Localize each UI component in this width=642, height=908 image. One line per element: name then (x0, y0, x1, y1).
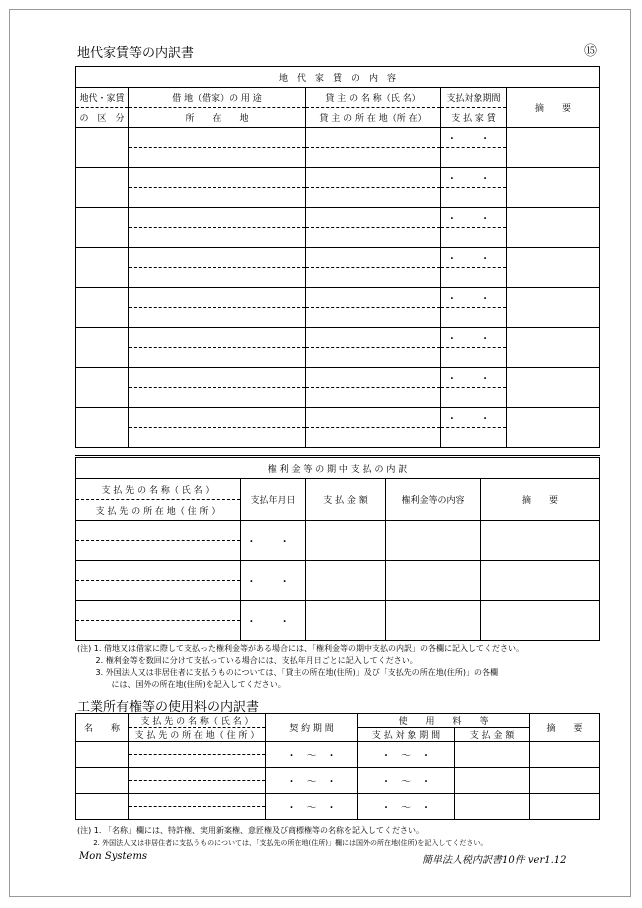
period-tilde: ・ ～ ・ (286, 751, 337, 762)
key-money-table (75, 455, 600, 641)
header-taisho: 支 払 対 象 期 間 (358, 728, 455, 742)
roy-name-cell[interactable] (129, 794, 266, 807)
roy-meisho-cell[interactable] (76, 742, 129, 768)
rent-tekiyo-cell[interactable] (507, 328, 600, 368)
rent-yachin-cell[interactable] (441, 348, 507, 368)
rent-kashinushi-name-cell[interactable] (306, 288, 441, 308)
rent-period-cell[interactable] (441, 208, 507, 228)
rent-yachin-cell[interactable] (441, 428, 507, 448)
period-dots: ・ ・ (446, 294, 501, 305)
period-tilde: ・ ～ ・ (286, 777, 337, 788)
rent-yachin-cell[interactable] (441, 148, 507, 168)
rent-youto-cell[interactable] (129, 168, 306, 188)
rent-shozaichi-cell[interactable] (129, 268, 306, 288)
rent-kashinushi-name-cell[interactable] (306, 408, 441, 428)
header-shiyoryo: 使 用 料 等 (358, 714, 530, 728)
period-dots: ・ ・ (446, 334, 501, 345)
header-pay-date: 支払年月日 (241, 479, 306, 521)
roy-addr-cell[interactable] (129, 781, 266, 794)
km-addr-cell[interactable] (76, 541, 241, 561)
rent-kubun-cell[interactable] (76, 128, 129, 168)
roy-kingaku-cell[interactable] (455, 768, 530, 794)
rent-yachin-cell[interactable] (441, 188, 507, 208)
rent-youto-cell[interactable] (129, 208, 306, 228)
period-dots: ・ ・ (446, 134, 501, 145)
km-amount-cell[interactable] (306, 561, 386, 601)
rent-tekiyo-cell[interactable] (507, 408, 600, 448)
roy-keiyaku-cell[interactable] (266, 794, 358, 820)
header-meisho: 名 称 (76, 714, 129, 742)
roy-keiyaku-cell[interactable] (266, 742, 358, 768)
rent-kubun-cell[interactable] (76, 248, 129, 288)
rent-kashinushi-addr-cell[interactable] (306, 188, 441, 208)
note-line: 2. 権利金等を数回に分けて支払っている場合には、支払年月日ごとに記入してください。 (77, 656, 418, 665)
header-shozaichi: 所 在 地 (129, 108, 306, 128)
km-content-cell[interactable] (386, 601, 481, 641)
rent-kubun-cell[interactable] (76, 168, 129, 208)
rent-kashinushi-addr-cell[interactable] (306, 148, 441, 168)
rent-shozaichi-cell[interactable] (129, 428, 306, 448)
period-dots: ・ ・ (446, 254, 501, 265)
roy-meisho-cell[interactable] (76, 794, 129, 820)
km-tekiyo-cell[interactable] (481, 521, 600, 561)
header-kashinushi-name: 貸 主 の 名 称（氏 名） (306, 88, 441, 108)
period-tilde: ・ ～ ・ (381, 751, 431, 762)
rent-period-cell[interactable] (441, 408, 507, 428)
roy-kingaku-cell[interactable] (455, 794, 530, 820)
period-tilde: ・ ～ ・ (381, 803, 431, 814)
rent-tekiyo-cell[interactable] (507, 368, 600, 408)
header-kikan: 支払対象期間 (441, 88, 507, 108)
period-tilde: ・ ～ ・ (381, 777, 431, 788)
roy-taisho-cell[interactable] (358, 794, 455, 820)
rent-shozaichi-cell[interactable] (129, 228, 306, 248)
rent-youto-cell[interactable] (129, 328, 306, 348)
rent-banner: 地 代 家 賃 の 内 容 (76, 67, 600, 88)
rent-period-cell[interactable] (441, 168, 507, 188)
footer-right: 簡単法人税内訳書10件 ver1.12 (422, 855, 567, 866)
rent-youto-cell[interactable] (129, 128, 306, 148)
rent-kashinushi-addr-cell[interactable] (306, 428, 441, 448)
roy-addr-cell[interactable] (129, 755, 266, 768)
rent-youto-cell[interactable] (129, 408, 306, 428)
rent-youto-cell[interactable] (129, 288, 306, 308)
rent-tekiyo-cell[interactable] (507, 288, 600, 328)
rent-youto-cell[interactable] (129, 248, 306, 268)
royalty-table (75, 713, 600, 820)
roy-taisho-cell[interactable] (358, 742, 455, 768)
royalty-notes (77, 825, 487, 849)
km-date-cell[interactable] (241, 521, 306, 561)
km-tekiyo-cell[interactable] (481, 561, 600, 601)
note-line: (注) 1. 「名称」欄には、特許権、実用新案権、意匠権及び商標権等の名称を記入してください。 (77, 826, 424, 835)
note-line: 2. 外国法人又は非居住者に支払うものについては、「支払先の所在地(住所)」欄には国外の所在地(住所)を記入してください。 (77, 839, 488, 847)
rent-kubun-cell[interactable] (76, 288, 129, 328)
rent-shozaichi-cell[interactable] (129, 388, 306, 408)
page-number: ⑮ (584, 44, 598, 59)
header-tekiyo-3: 摘 要 (530, 714, 600, 742)
rent-kashinushi-name-cell[interactable] (306, 248, 441, 268)
rent-kashinushi-name-cell[interactable] (306, 208, 441, 228)
rent-kashinushi-name-cell[interactable] (306, 328, 441, 348)
rent-period-cell[interactable] (441, 328, 507, 348)
rent-period-cell[interactable] (441, 288, 507, 308)
header-tekiyo-2: 摘 要 (481, 479, 600, 521)
header-r-name: 支 払 先 の 名 称（ 氏 名 ） (129, 714, 266, 728)
rent-yachin-cell[interactable] (441, 228, 507, 248)
km-content-cell[interactable] (386, 521, 481, 561)
rent-kubun-cell[interactable] (76, 408, 129, 448)
footer-left: Mon Systems (79, 851, 148, 862)
key-money-banner: 権 利 金 等 の 期 中 支 払 の 内 訳 (76, 457, 600, 479)
km-amount-cell[interactable] (306, 601, 386, 641)
roy-name-cell[interactable] (129, 768, 266, 781)
header-kubun-2: の 区 分 (76, 108, 129, 128)
section1-title: 地代家賃等の内訳書 (77, 46, 195, 61)
period-dots: ・ ・ (446, 214, 501, 225)
km-name-cell[interactable] (76, 561, 241, 581)
rent-kashinushi-name-cell[interactable] (306, 128, 441, 148)
header-payee-name: 支 払 先 の 名 称（ 氏 名 ） (76, 479, 241, 500)
rent-kashinushi-addr-cell[interactable] (306, 268, 441, 288)
roy-meisho-cell[interactable] (76, 768, 129, 794)
rent-shozaichi-cell[interactable] (129, 188, 306, 208)
note-line: (注) 1. 借地又は借家に際して支払った権利金等がある場合には、「権利金等の期中支払の内訳」の各欄に記入してください。 (77, 644, 524, 653)
note-line: 3. 外国法人又は非居住者に支払うものについては、「貸主の所在地(住所)」及び「支払先の所在地(住所)」の各欄 (77, 668, 499, 677)
rent-period-cell[interactable] (441, 128, 507, 148)
header-kubun-1: 地代・家賃 (76, 88, 129, 108)
period-dots: ・ ・ (446, 374, 501, 385)
rent-period-cell[interactable] (441, 368, 507, 388)
date-dots: ・ ・ (246, 577, 300, 588)
rent-tekiyo-cell[interactable] (507, 128, 600, 168)
period-dots: ・ ・ (446, 414, 501, 425)
km-name-cell[interactable] (76, 601, 241, 621)
km-amount-cell[interactable] (306, 521, 386, 561)
roy-tekiyo-cell[interactable] (530, 768, 600, 794)
section3-title: 工業所有権等の使用料の内訳書 (77, 700, 260, 715)
header-kashinushi-addr: 貸 主 の 所 在 地（所 在） (306, 108, 441, 128)
roy-addr-cell[interactable] (129, 807, 266, 820)
rent-period-cell[interactable] (441, 248, 507, 268)
rent-tekiyo-cell[interactable] (507, 248, 600, 288)
roy-name-cell[interactable] (129, 742, 266, 755)
date-dots: ・ ・ (246, 537, 300, 548)
roy-taisho-cell[interactable] (358, 768, 455, 794)
header-kingaku: 支 払 金 額 (455, 728, 530, 742)
roy-kingaku-cell[interactable] (455, 742, 530, 768)
roy-keiyaku-cell[interactable] (266, 768, 358, 794)
period-dots: ・ ・ (446, 174, 501, 185)
km-tekiyo-cell[interactable] (481, 601, 600, 641)
rent-kashinushi-name-cell[interactable] (306, 168, 441, 188)
km-date-cell[interactable] (241, 561, 306, 601)
rent-shozaichi-cell[interactable] (129, 148, 306, 168)
rent-tekiyo-cell[interactable] (507, 168, 600, 208)
header-yachin: 支 払 家 賃 (441, 108, 507, 128)
key-money-notes (77, 643, 524, 691)
rent-kubun-cell[interactable] (76, 208, 129, 248)
rent-yachin-cell[interactable] (441, 308, 507, 328)
header-tekiyo: 摘 要 (507, 88, 600, 128)
km-name-cell[interactable] (76, 521, 241, 541)
rent-yachin-cell[interactable] (441, 268, 507, 288)
km-date-cell[interactable] (241, 601, 306, 641)
rent-kubun-cell[interactable] (76, 368, 129, 408)
km-content-cell[interactable] (386, 561, 481, 601)
rent-shozaichi-cell[interactable] (129, 348, 306, 368)
km-addr-cell[interactable] (76, 621, 241, 641)
rent-table (75, 66, 600, 448)
rent-kashinushi-addr-cell[interactable] (306, 348, 441, 368)
period-tilde: ・ ～ ・ (286, 803, 337, 814)
rent-kashinushi-name-cell[interactable] (306, 368, 441, 388)
rent-kashinushi-addr-cell[interactable] (306, 228, 441, 248)
rent-tekiyo-cell[interactable] (507, 208, 600, 248)
rent-yachin-cell[interactable] (441, 388, 507, 408)
date-dots: ・ ・ (246, 617, 300, 628)
header-keiyaku: 契 約 期 間 (266, 714, 358, 742)
header-content: 権利金等の内容 (386, 479, 481, 521)
header-youto: 借 地（借家）の 用 途 (129, 88, 306, 108)
roy-tekiyo-cell[interactable] (530, 742, 600, 768)
note-line: には、国外の所在地(住所)を記入してください。 (77, 680, 286, 689)
rent-youto-cell[interactable] (129, 368, 306, 388)
rent-kashinushi-addr-cell[interactable] (306, 388, 441, 408)
roy-tekiyo-cell[interactable] (530, 794, 600, 820)
header-payee-addr: 支 払 先 の 所 在 地（ 住 所 ） (76, 500, 241, 521)
header-r-addr: 支 払 先 の 所 在 地（ 住 所 ） (129, 728, 266, 742)
km-addr-cell[interactable] (76, 581, 241, 601)
rent-shozaichi-cell[interactable] (129, 308, 306, 328)
header-pay-amount: 支 払 金 額 (306, 479, 386, 521)
rent-kashinushi-addr-cell[interactable] (306, 308, 441, 328)
rent-kubun-cell[interactable] (76, 328, 129, 368)
